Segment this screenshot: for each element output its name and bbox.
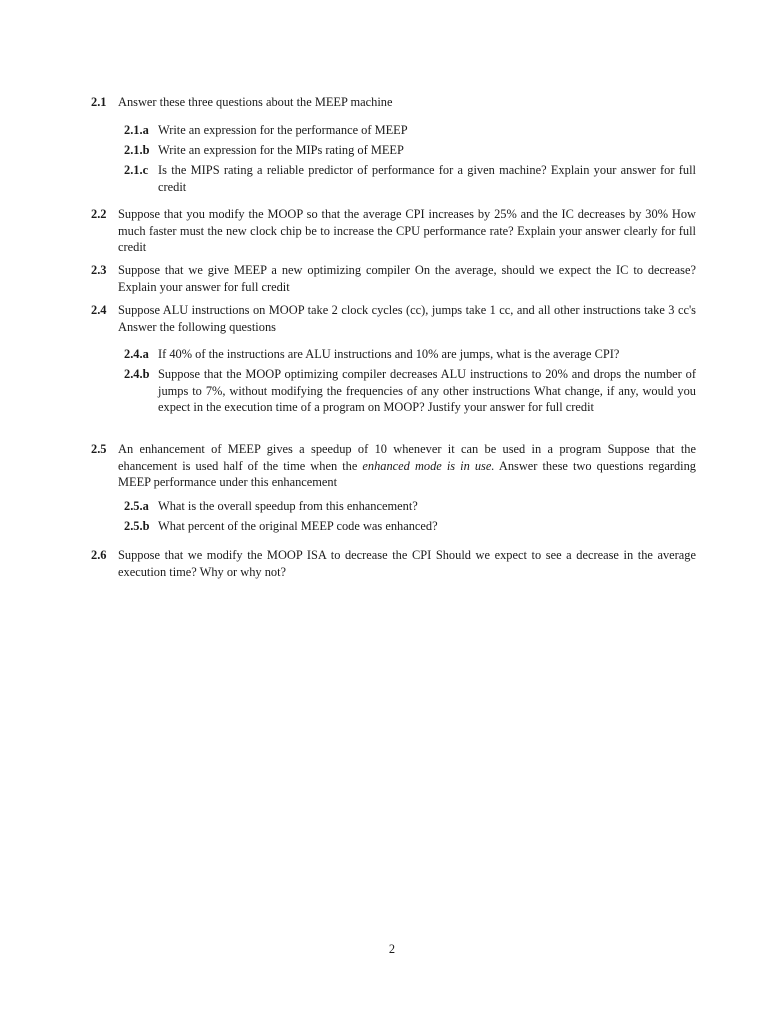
- question-number: 2.2: [91, 207, 107, 221]
- question-text: Suppose that we give MEEP a new optimizing compiler On the average, should we expect the IC to decrease? Explain your answer for full credit: [118, 263, 696, 294]
- question-number: 2.4: [91, 303, 107, 317]
- question-2-4: [91, 302, 696, 335]
- page-number: 2: [388, 942, 396, 956]
- subquestion-2-1-b: [124, 142, 696, 159]
- subquestion-number: 2.1.c: [124, 163, 149, 177]
- subquestion-2-1-a: [124, 122, 696, 139]
- subquestion-2-1-c: [124, 162, 696, 195]
- question-text-after: Answer these two questions regarding MEEP performance under this enhancement: [118, 458, 696, 489]
- question-number: 2.3: [91, 263, 107, 277]
- subquestion-number: 2.4.b: [124, 367, 150, 381]
- subquestion-text: Write an expression for the performance of MEEP: [158, 123, 408, 137]
- question-2-5: [91, 441, 696, 491]
- subquestion-number: 2.1.b: [124, 143, 150, 157]
- question-2-6: [91, 547, 696, 580]
- question-2-1: [91, 94, 696, 111]
- subquestion-number: 2.4.a: [124, 347, 149, 361]
- question-number: 2.6: [91, 548, 107, 562]
- subquestion-2-4-a: [124, 346, 696, 363]
- question-number: 2.1: [91, 95, 107, 109]
- question-2-3: [91, 262, 696, 295]
- subquestion-2-5-b: [124, 518, 696, 535]
- question-text: Answer these three questions about the MEEP machine: [118, 95, 393, 109]
- subquestion-text: What percent of the original MEEP code was enhanced?: [158, 519, 438, 533]
- subquestion-text: If 40% of the instructions are ALU instructions and 10% are jumps, what is the average CPI?: [158, 347, 620, 361]
- subquestion-text: Suppose that the MOOP optimizing compiler decreases ALU instructions to 20% and drops the number of jumps to 7%, without modifying the frequencies of any other instructions What change, if any, would you expect in the execution time of a program on MOOP? Justify your answer for full credit: [158, 367, 696, 414]
- subquestion-number: 2.5.a: [124, 499, 149, 513]
- subquestion-2-4-b: [124, 366, 696, 416]
- subquestion-number: 2.1.a: [124, 123, 149, 137]
- question-text: [91, 441, 696, 491]
- subquestion-text: Is the MIPS rating a reliable predictor of performance for a given machine? Explain your answer for full credit: [158, 163, 696, 194]
- subquestion-text: What is the overall speedup from this enhancement?: [158, 499, 418, 513]
- subquestion-number: 2.5.b: [124, 519, 150, 533]
- emphasized-text: enhanced mode is in use.: [362, 458, 495, 473]
- subquestion-2-5-a: [124, 498, 696, 515]
- question-text: Suppose that you modify the MOOP so that the average CPI increases by 25% and the IC decreases by 30% How much faster must the new clock chip be to increase the CPU performance rate? Explain your answer clearly for full credit: [118, 207, 696, 254]
- question-text: Suppose that we modify the MOOP ISA to decrease the CPI Should we expect to see a decrease in the average execution time? Why or why not?: [118, 548, 696, 579]
- question-number: 2.5: [91, 442, 107, 456]
- question-text-before: An enhancement of MEEP gives a speedup of 10 whenever it can be used in a program Suppose that the ehancement is used half of the time when the: [118, 442, 696, 473]
- subquestion-text: Write an expression for the MIPs rating of MEEP: [158, 143, 404, 157]
- question-text: Suppose ALU instructions on MOOP take 2 clock cycles (cc), jumps take 1 cc, and all other instructions take 3 cc's Answer the following questions: [118, 303, 696, 334]
- question-2-2: [91, 206, 696, 256]
